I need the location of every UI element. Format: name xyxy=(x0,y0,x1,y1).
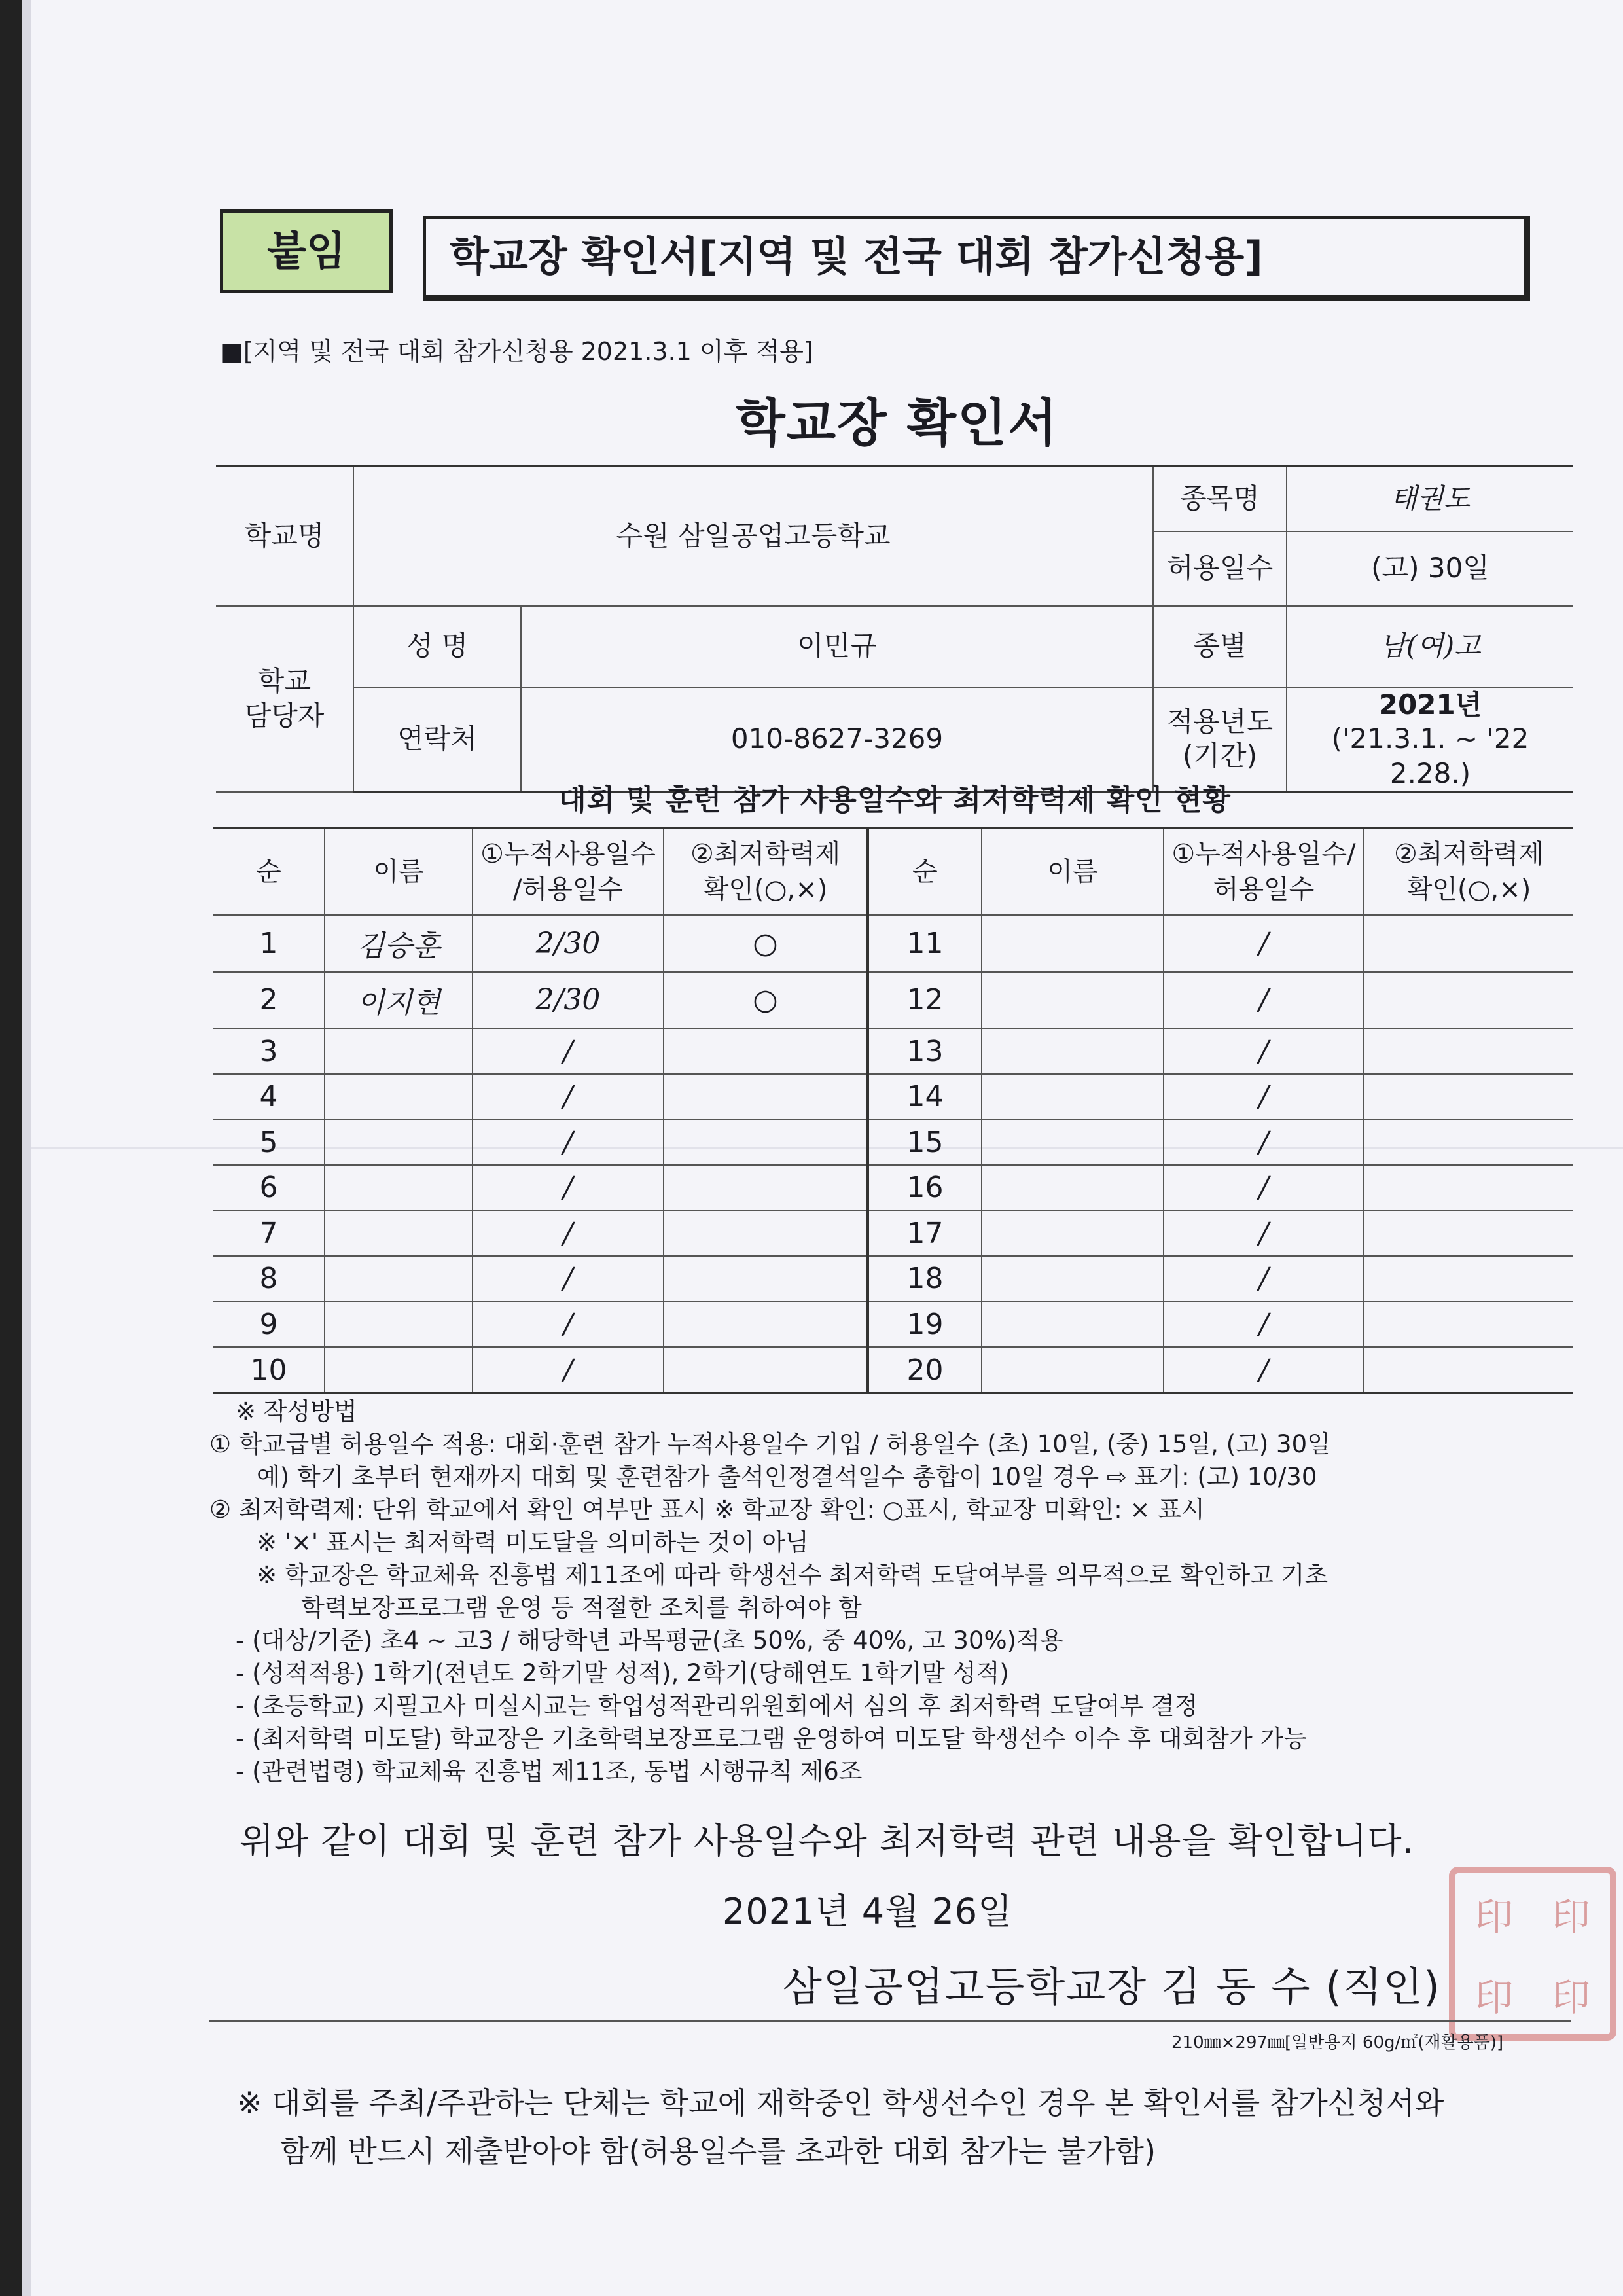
paper-spec: 210㎜×297㎜[일반용지 60g/㎡(재활용품)] xyxy=(1171,2033,1504,2053)
days-used: / xyxy=(1164,1119,1364,1165)
row-no: 1 xyxy=(213,915,325,972)
period-range: ('21.3.1. ~ '22 2.28.) xyxy=(1331,723,1529,789)
signature-divider xyxy=(209,2020,1571,2022)
issue-date: 2021년 4월 26일 xyxy=(722,1891,1013,1932)
allowed-days-label: 허용일수 xyxy=(1153,531,1287,606)
table-header-row xyxy=(213,829,1573,916)
header-days-line2: /허용일수 xyxy=(512,874,624,905)
grade-check xyxy=(1364,1119,1573,1165)
header-days-right-line2: 허용일수 xyxy=(1213,874,1315,905)
table-row xyxy=(213,915,1573,972)
student-name xyxy=(982,1165,1164,1211)
grade-check xyxy=(664,1028,868,1074)
row-no: 10 xyxy=(213,1347,325,1393)
row-no: 16 xyxy=(868,1165,982,1211)
days-used: / xyxy=(473,1119,664,1165)
school-name-value: 수원 삼일공업고등학교 xyxy=(353,466,1153,606)
header-name: 이름 xyxy=(325,829,473,916)
days-used: / xyxy=(1164,1028,1364,1074)
period-year: 2021년 xyxy=(1378,688,1482,721)
note-1a: ① 학교급별 허용일수 적용: 대회·훈련 참가 누적사용일수 기입 / 허용일수 (초) 10일, (중) 15일, (고) 30일 xyxy=(209,1430,1330,1458)
grade-check xyxy=(1364,1165,1573,1211)
days-used: / xyxy=(473,1347,664,1393)
student-name: 김승훈 xyxy=(325,915,473,972)
student-name xyxy=(325,1256,473,1302)
row-no: 3 xyxy=(213,1028,325,1074)
row-no: 18 xyxy=(868,1256,982,1302)
header-days-line1: ①누적사용일수 xyxy=(480,839,656,869)
days-used: / xyxy=(1164,1165,1364,1211)
official-seal: 印 印 印 印 xyxy=(1449,1867,1616,2041)
grade-check xyxy=(664,1119,868,1165)
note-3: ※ '×' 표시는 최저학력 미도달을 의미하는 것이 아님 xyxy=(257,1528,809,1556)
grade-check xyxy=(1364,915,1573,972)
contact-label: 연락처 xyxy=(353,687,521,792)
manager-name-value: 이민규 xyxy=(521,606,1153,687)
grade-check xyxy=(664,1074,868,1120)
row-no: 11 xyxy=(868,915,982,972)
days-used: / xyxy=(473,1165,664,1211)
manager-name-label: 성 명 xyxy=(353,606,521,687)
confirmation-statement: 위와 같이 대회 및 훈련 참가 사용일수와 최저학력 관련 내용을 확인합니다. xyxy=(240,1820,1414,1861)
detail-1: - (대상/기준) 초4 ~ 고3 / 해당학년 과목평균(초 50%, 중 40%, 고 30%)적용 xyxy=(236,1626,1063,1655)
note-4a: ※ 학교장은 학교체육 진흥법 제11조에 따라 학생선수 최저학력 도달여부를 의무적으로 확인하고 기초 xyxy=(257,1561,1329,1589)
table-row xyxy=(213,972,1573,1029)
detail-4: - (최저학력 미도달) 학교장은 기초학력보장프로그램 운영하여 미도달 학생선수 이수 후 대회참가 가능 xyxy=(236,1725,1308,1753)
header-check-line1: ②최저학력제 xyxy=(690,839,841,869)
footer-line2: 함께 반드시 제출받아야 함(허용일수를 초과한 대회 참가는 불가함) xyxy=(280,2134,1156,2169)
manager-label xyxy=(216,606,353,792)
row-no: 5 xyxy=(213,1119,325,1165)
school-name-label: 학교명 xyxy=(216,466,353,606)
header-check-right-line2: 확인(○,×) xyxy=(1406,874,1531,905)
days-used: 2/30 xyxy=(473,915,664,972)
grade-check xyxy=(1364,972,1573,1029)
footer-note xyxy=(237,2079,1444,2176)
grade-check xyxy=(1364,1302,1573,1348)
student-name xyxy=(982,1256,1164,1302)
event-label: 종목명 xyxy=(1153,466,1287,531)
days-used: / xyxy=(1164,1302,1364,1348)
student-name xyxy=(982,1347,1164,1393)
student-name: 이지현 xyxy=(325,972,473,1029)
table-row xyxy=(213,1302,1573,1348)
header-days-right xyxy=(1164,829,1364,916)
row-no: 12 xyxy=(868,972,982,1029)
student-name xyxy=(982,1119,1164,1165)
days-used: / xyxy=(1164,915,1364,972)
row-no: 14 xyxy=(868,1074,982,1120)
row-no: 4 xyxy=(213,1074,325,1120)
days-used: / xyxy=(1164,972,1364,1029)
row-no: 8 xyxy=(213,1256,325,1302)
grade-check xyxy=(1364,1256,1573,1302)
document-title: 학교장 확인서 xyxy=(736,394,1059,453)
student-name xyxy=(325,1119,473,1165)
header-no-right: 순 xyxy=(868,829,982,916)
student-name xyxy=(982,915,1164,972)
header-check-right xyxy=(1364,829,1573,916)
header-title: 학교장 확인서[지역 및 전국 대회 참가신청용] xyxy=(423,216,1530,301)
student-name xyxy=(982,1028,1164,1074)
header-name-right: 이름 xyxy=(982,829,1164,916)
student-name xyxy=(325,1211,473,1257)
student-name xyxy=(325,1347,473,1393)
detail-3: - (초등학교) 지필고사 미실시교는 학업성적관리위원회에서 심의 후 최저학력 도달여부 결정 xyxy=(236,1692,1198,1720)
grade-check xyxy=(1364,1347,1573,1393)
table-row xyxy=(213,1211,1573,1257)
applicability-note: ■[지역 및 전국 대회 참가신청용 2021.3.1 이후 적용] xyxy=(220,337,813,366)
grade-check xyxy=(664,1211,868,1257)
grade-check: ○ xyxy=(664,972,868,1029)
grade-check xyxy=(1364,1074,1573,1120)
days-used: / xyxy=(1164,1347,1364,1393)
category-label: 종별 xyxy=(1153,606,1287,687)
table-row xyxy=(213,1165,1573,1211)
row-no: 6 xyxy=(213,1165,325,1211)
student-name xyxy=(982,1074,1164,1120)
principal-signature: 삼일공업고등학교장 김 동 수 (직인) xyxy=(783,1963,1441,2011)
manager-label-line1: 학교 xyxy=(257,665,312,697)
grade-check xyxy=(664,1302,868,1348)
scanner-edge xyxy=(0,0,22,2296)
category-value: 남(여)고 xyxy=(1287,606,1573,687)
note-1b: 예) 학기 초부터 현재까지 대회 및 훈련참가 출석인정결석일수 총합이 10일 경우 ⇨ 표기: (고) 10/30 xyxy=(257,1463,1317,1491)
days-used: / xyxy=(473,1211,664,1257)
grade-check xyxy=(664,1256,868,1302)
row-no: 20 xyxy=(868,1347,982,1393)
row-no: 17 xyxy=(868,1211,982,1257)
notes-heading: ※ 작성방법 xyxy=(236,1397,357,1426)
participation-status-table xyxy=(213,827,1573,1394)
detail-5: - (관련법령) 학교체육 진흥법 제11조, 동법 시행규칙 제6조 xyxy=(236,1757,863,1785)
student-name xyxy=(982,1211,1164,1257)
period-label-line2: (기간) xyxy=(1183,740,1257,772)
student-name xyxy=(325,1028,473,1074)
grade-check: ○ xyxy=(664,915,868,972)
row-no: 2 xyxy=(213,972,325,1029)
header-no: 순 xyxy=(213,829,325,916)
period-label-line1: 적용년도 xyxy=(1166,705,1274,738)
header-days-right-line1: ①누적사용일수/ xyxy=(1171,839,1356,869)
days-used: / xyxy=(1164,1074,1364,1120)
row-no: 9 xyxy=(213,1302,325,1348)
student-name xyxy=(325,1302,473,1348)
row-no: 7 xyxy=(213,1211,325,1257)
student-name xyxy=(325,1074,473,1120)
event-value: 태권도 xyxy=(1287,466,1573,531)
detail-2: - (성적적용) 1학기(전년도 2학기말 성적), 2학기(당해연도 1학기말 성적) xyxy=(236,1659,1009,1687)
row-no: 19 xyxy=(868,1302,982,1348)
student-name xyxy=(982,1302,1164,1348)
manager-label-line2: 담당자 xyxy=(244,699,325,732)
grade-check xyxy=(664,1347,868,1393)
note-2: ② 최저학력제: 단위 학교에서 확인 여부만 표시 ※ 학교장 확인: ○표시, 학교장 미확인: × 표시 xyxy=(209,1496,1205,1524)
days-used: / xyxy=(473,1028,664,1074)
row-no: 13 xyxy=(868,1028,982,1074)
grade-check xyxy=(664,1165,868,1211)
days-used: / xyxy=(1164,1256,1364,1302)
table-row xyxy=(213,1119,1573,1165)
status-section-title: 대회 및 훈련 참가 사용일수와 최저학력제 확인 현황 xyxy=(558,783,1231,817)
student-name xyxy=(982,972,1164,1029)
scanner-shadow xyxy=(22,0,31,2296)
header-check-right-line1: ②최저학력제 xyxy=(1393,839,1544,869)
grade-check xyxy=(1364,1028,1573,1074)
instructions xyxy=(209,1395,1590,1788)
days-used: / xyxy=(473,1256,664,1302)
days-used: / xyxy=(473,1074,664,1120)
grade-check xyxy=(1364,1211,1573,1257)
row-no: 15 xyxy=(868,1119,982,1165)
header-check xyxy=(664,829,868,916)
allowed-days-value: (고) 30일 xyxy=(1287,531,1573,606)
note-4b: 학력보장프로그램 운영 등 적절한 조치를 취하여야 함 xyxy=(301,1594,862,1622)
student-name xyxy=(325,1165,473,1211)
school-info-table xyxy=(216,465,1573,793)
header-check-line2: 확인(○,×) xyxy=(703,874,828,905)
table-row xyxy=(213,1074,1573,1120)
document-header xyxy=(220,208,1530,301)
days-used: / xyxy=(1164,1211,1364,1257)
table-row xyxy=(213,1028,1573,1074)
footer-line1: ※ 대회를 주최/주관하는 단체는 학교에 재학중인 학생선수인 경우 본 확인서를 참가신청서와 xyxy=(237,2085,1444,2121)
attachment-badge: 붙임 xyxy=(220,209,393,293)
table-row xyxy=(213,1347,1573,1393)
days-used: / xyxy=(473,1302,664,1348)
contact-value: 010-8627-3269 xyxy=(521,687,1153,792)
header-days xyxy=(473,829,664,916)
table-row xyxy=(213,1256,1573,1302)
days-used: 2/30 xyxy=(473,972,664,1029)
